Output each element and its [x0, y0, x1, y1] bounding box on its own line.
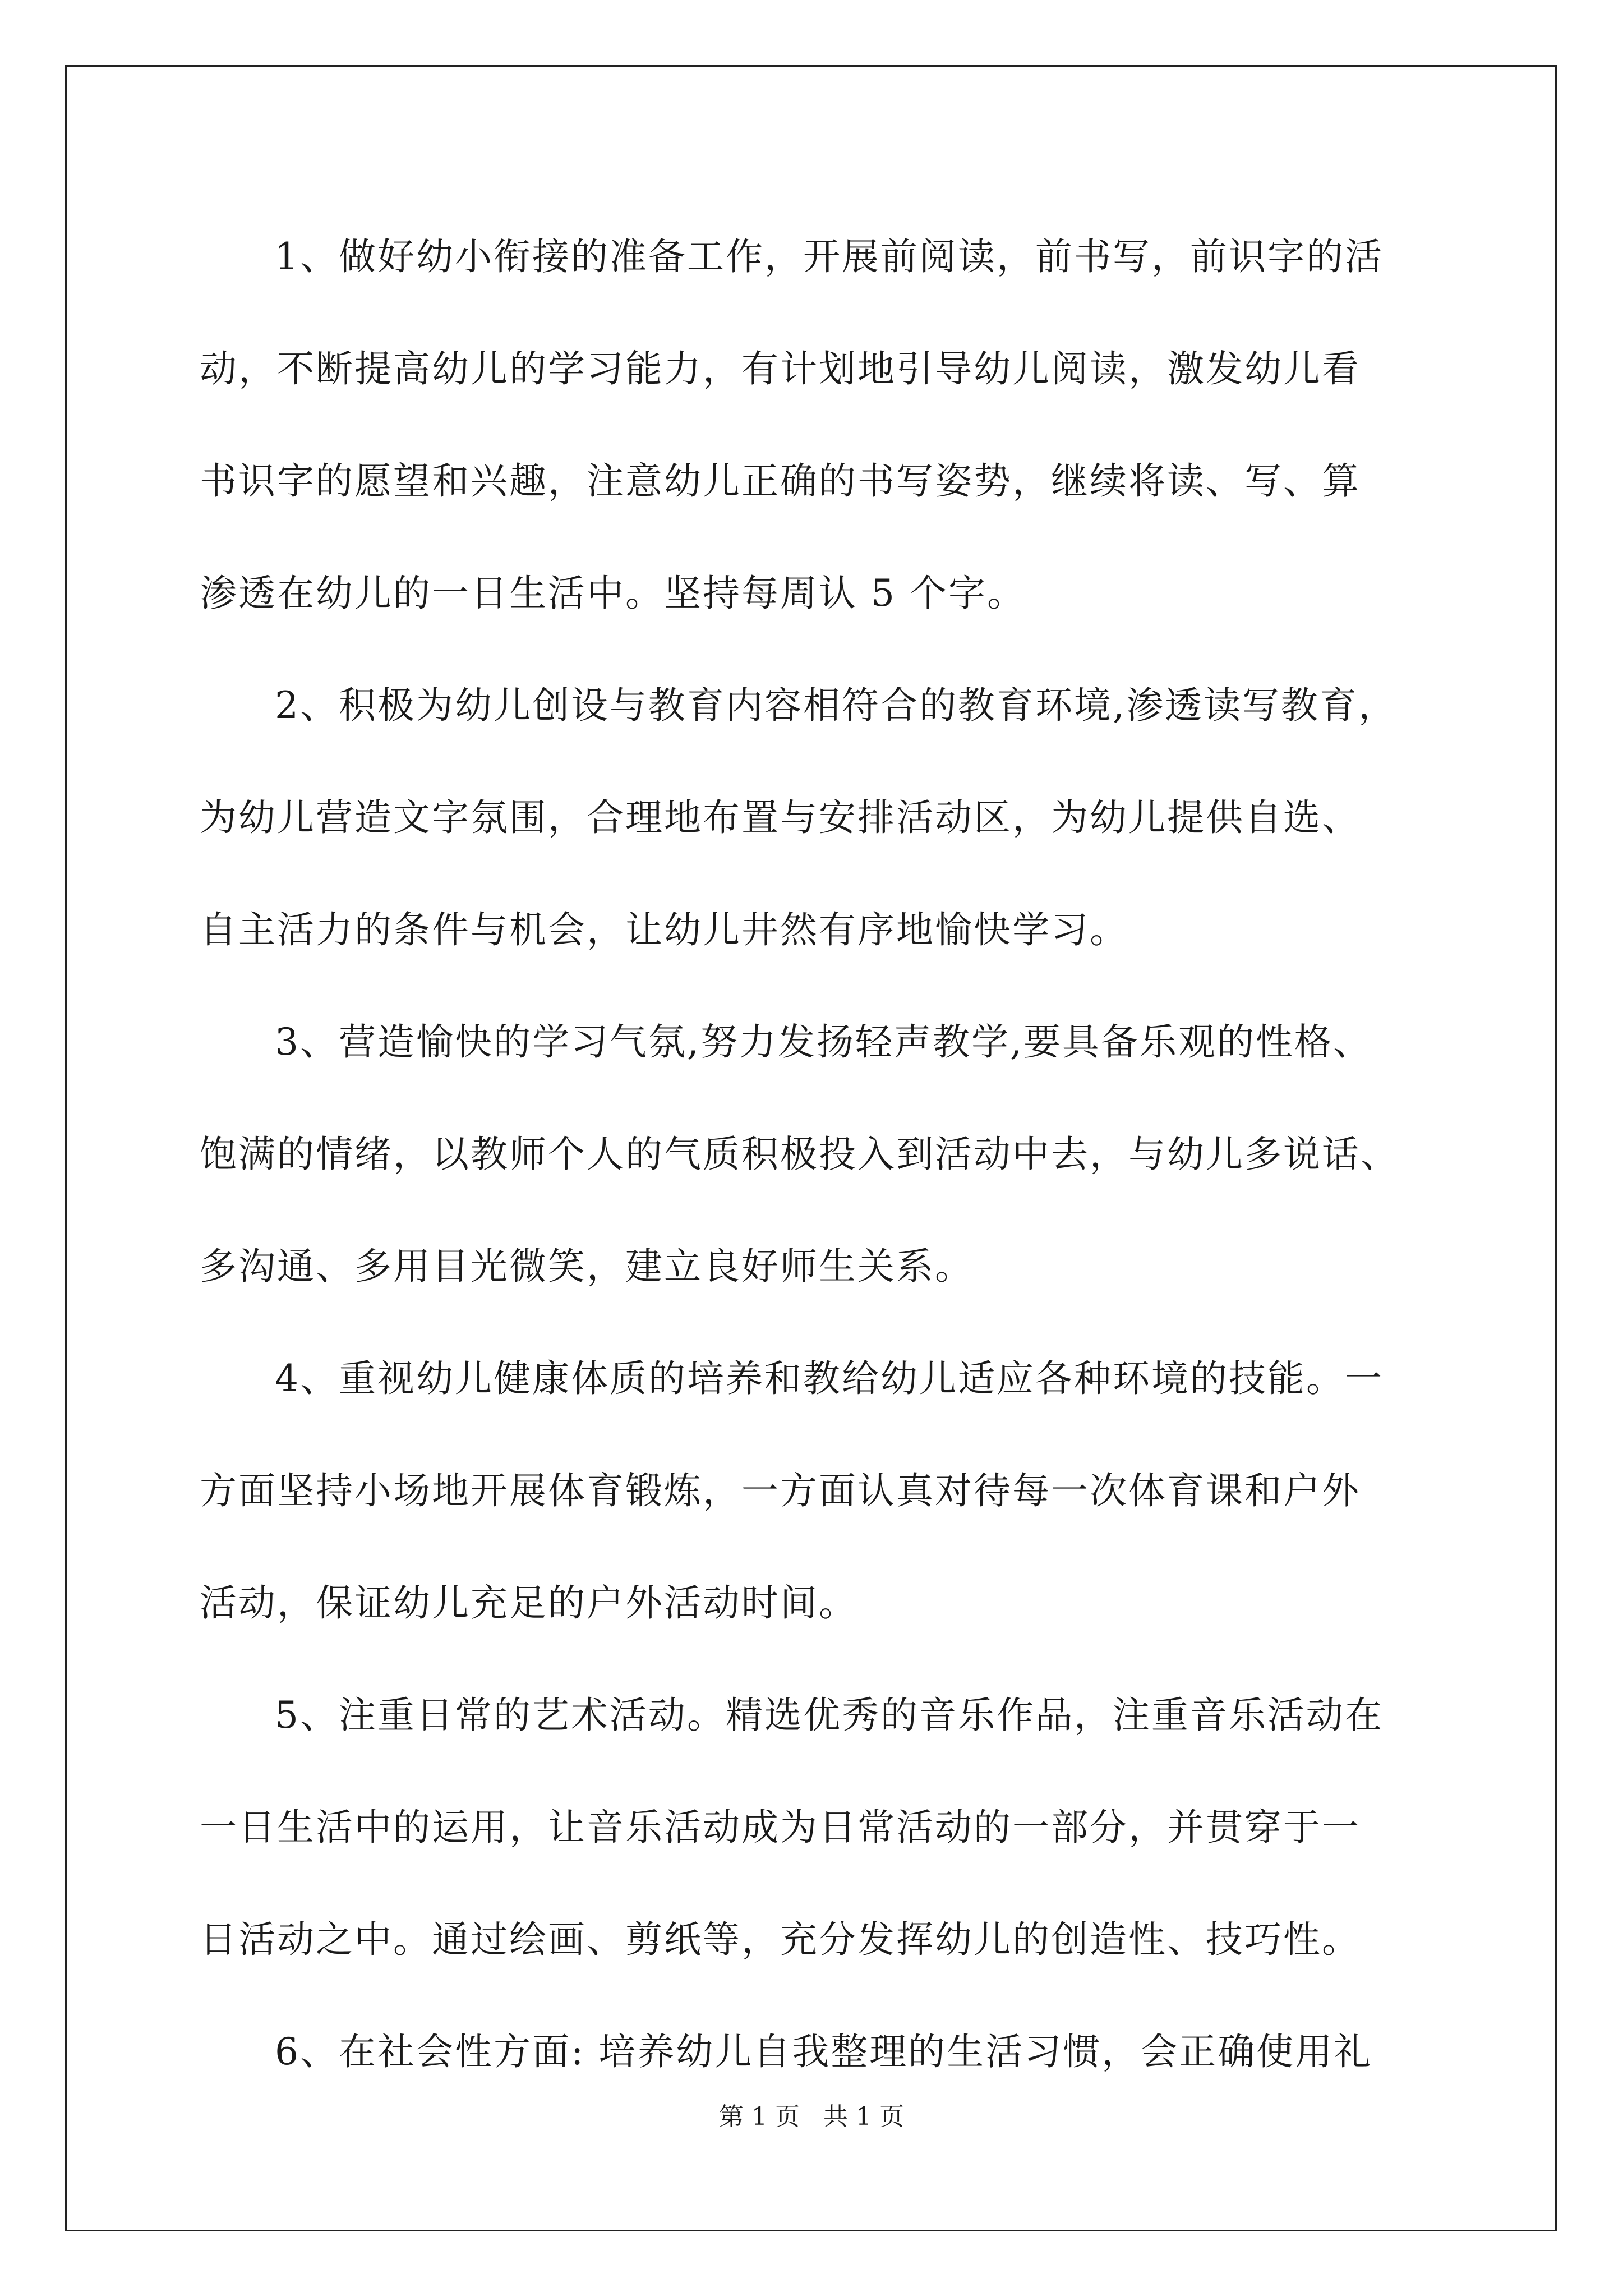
text-line: 为幼儿营造文字氛围，合理地布置与安排活动区，为幼儿提供自选、 — [200, 796, 1361, 839]
text-line: 动，不断提高幼儿的学习能力，有计划地引导幼儿阅读，激发幼儿看 — [200, 347, 1361, 390]
text-line: 日活动之中。通过绘画、剪纸等，充分发挥幼儿的创造性、技巧性。 — [200, 1918, 1361, 1961]
text-line: 多沟通、多用目光微笑，建立良好师生关系。 — [200, 1245, 974, 1288]
text-line: 2、积极为幼儿创设与教育内容相符合的教育环境,渗透读写教育， — [275, 684, 1397, 727]
document-body — [200, 201, 1490, 2108]
page-number-footer: 第 1 页 共 1 页 — [719, 2102, 904, 2131]
text-line: 5、注重日常的艺术活动。精选优秀的音乐作品，注重音乐活动在 — [275, 1694, 1384, 1737]
text-line: 3、营造愉快的学习气氛,努力发扬轻声教学,要具备乐观的性格、 — [275, 1020, 1372, 1064]
text-line: 一日生活中的运用，让音乐活动成为日常活动的一部分，并贯穿于一 — [200, 1806, 1361, 1849]
text-line: 渗透在幼儿的一日生活中。坚持每周认 5 个字。 — [200, 572, 1026, 615]
text-line: 书识字的愿望和兴趣，注意幼儿正确的书写姿势，继续将读、写、算 — [200, 459, 1361, 503]
text-line: 6、在社会性方面: 培养幼儿自我整理的生活习惯，会正确使用礼 — [275, 2030, 1373, 2073]
text-line: 方面坚持小场地开展体育锻炼，一方面认真对待每一次体育课和户外 — [200, 1469, 1361, 1512]
text-line: 4、重视幼儿健康体质的培养和教给幼儿适应各种环境的技能。一 — [275, 1357, 1384, 1400]
text-line: 1、做好幼小衔接的准备工作，开展前阅读，前书写，前识字的活 — [275, 235, 1384, 278]
text-line: 活动，保证幼儿充足的户外活动时间。 — [200, 1581, 857, 1625]
text-line: 饱满的情绪，以教师个人的气质积极投入到活动中去，与幼儿多说话、 — [200, 1133, 1399, 1176]
text-line: 自主活力的条件与机会，让幼儿井然有序地愉快学习。 — [200, 908, 1128, 951]
